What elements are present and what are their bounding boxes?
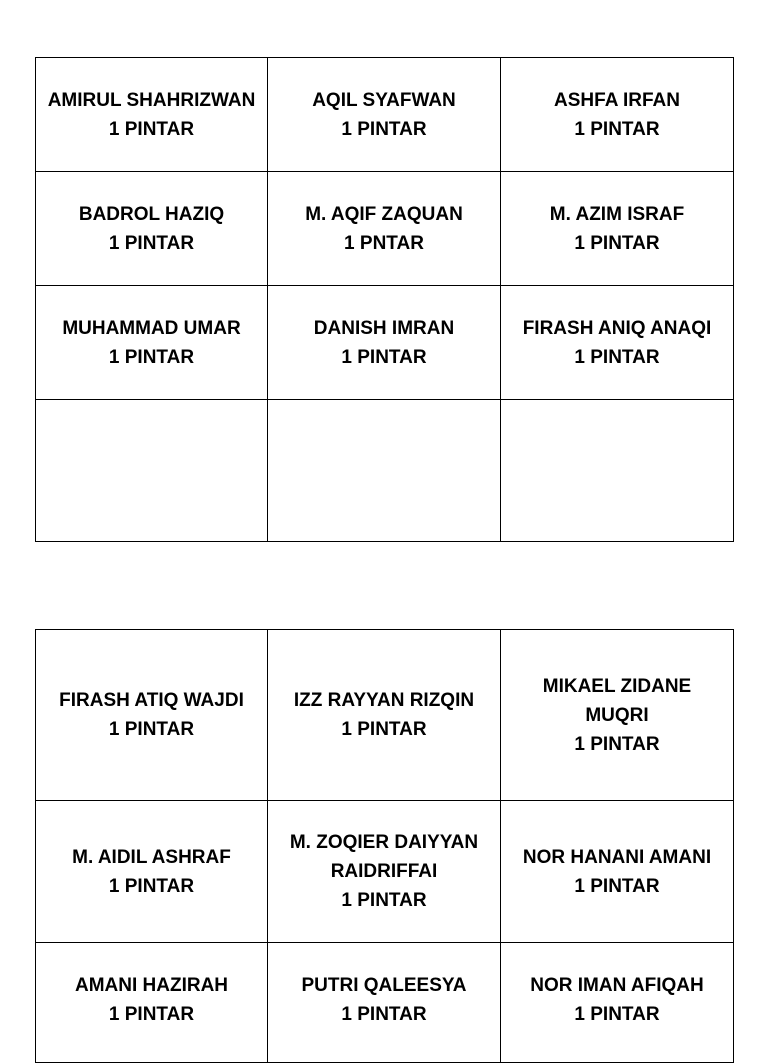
- class-label: 1 PINTAR: [108, 875, 195, 897]
- empty-table-row: [36, 400, 734, 542]
- student-name: NOR IMAN AFIQAH: [530, 975, 704, 996]
- student-name: IZZ RAYYAN RIZQIN: [293, 690, 475, 711]
- class-label: 1 PINTAR: [108, 346, 195, 368]
- table-row: [36, 172, 734, 286]
- name-card: [268, 58, 501, 172]
- class-label: 1 PINTAR: [341, 719, 427, 740]
- table-row: [36, 286, 734, 400]
- class-label: 1 PINTAR: [574, 118, 660, 140]
- class-label: 1 PINTAR: [574, 232, 660, 254]
- student-name: FIRASH ANIQ ANAQI: [522, 317, 712, 339]
- name-card: [36, 943, 268, 1063]
- student-name: AMIRUL SHAHRIZWAN: [47, 89, 256, 111]
- student-name: AMANI HAZIRAH: [74, 975, 229, 996]
- class-label: 1 PINTAR: [574, 733, 660, 755]
- class-label: 1 PINTAR: [341, 118, 427, 140]
- class-label: 1 PINTAR: [108, 232, 195, 254]
- student-name: MUHAMMAD UMAR: [62, 317, 241, 339]
- name-card: [501, 630, 734, 801]
- empty-card: [268, 400, 501, 542]
- empty-card: [36, 400, 268, 542]
- student-name: NOR HANANI AMANI: [522, 846, 712, 868]
- class-label: 1 PINTAR: [341, 346, 427, 368]
- class-label: 1 PINTAR: [108, 118, 195, 140]
- student-name: AQIL SYAFWAN: [312, 89, 456, 111]
- class-label: 1 PINTAR: [108, 719, 195, 740]
- student-name: M. AZIM ISRAF: [549, 203, 685, 225]
- class-label: 1 PINTAR: [341, 1004, 427, 1025]
- class-label: 1 PINTAR: [574, 875, 660, 897]
- student-name: DANISH IMRAN: [313, 317, 455, 339]
- name-card: [36, 630, 268, 801]
- name-card: [268, 943, 501, 1063]
- name-card: [268, 286, 501, 400]
- class-label: 1 PINTAR: [574, 1004, 660, 1025]
- class-label: 1 PINTAR: [341, 890, 427, 911]
- student-name: M. AIDIL ASHRAF: [72, 846, 231, 868]
- name-card: [36, 172, 268, 286]
- table-row: [36, 801, 734, 943]
- table-row: [36, 630, 734, 801]
- student-name: M. AQIF ZAQUAN: [305, 203, 463, 225]
- name-card: [268, 801, 501, 943]
- student-name-line-2: MUQRI: [585, 704, 649, 726]
- name-card-table-2: [35, 629, 734, 1063]
- name-card: [501, 172, 734, 286]
- class-label: 1 PINTAR: [574, 346, 660, 368]
- name-card: [501, 943, 734, 1063]
- student-name: PUTRI QALEESYA: [301, 975, 467, 996]
- student-name: ASHFA IRFAN: [554, 89, 680, 111]
- table-row: [36, 943, 734, 1063]
- name-card: [268, 172, 501, 286]
- name-card: [268, 630, 501, 801]
- empty-card: [501, 400, 734, 542]
- name-card: [36, 286, 268, 400]
- name-card: [501, 286, 734, 400]
- table-row: [36, 58, 734, 172]
- name-card: [501, 58, 734, 172]
- name-card: [36, 58, 268, 172]
- student-name-line-1: M. ZOQIER DAIYYAN: [289, 832, 479, 853]
- name-card: [36, 801, 268, 943]
- student-name-line-2: RAIDRIFFAI: [330, 861, 438, 882]
- student-name-line-1: MIKAEL ZIDANE: [542, 675, 692, 697]
- class-label: 1 PINTAR: [108, 1004, 195, 1025]
- name-card: [501, 801, 734, 943]
- name-card-table-1: [35, 57, 734, 542]
- student-name: BADROL HAZIQ: [78, 203, 225, 225]
- student-name: FIRASH ATIQ WAJDI: [59, 690, 244, 711]
- class-label: 1 PNTAR: [344, 232, 424, 254]
